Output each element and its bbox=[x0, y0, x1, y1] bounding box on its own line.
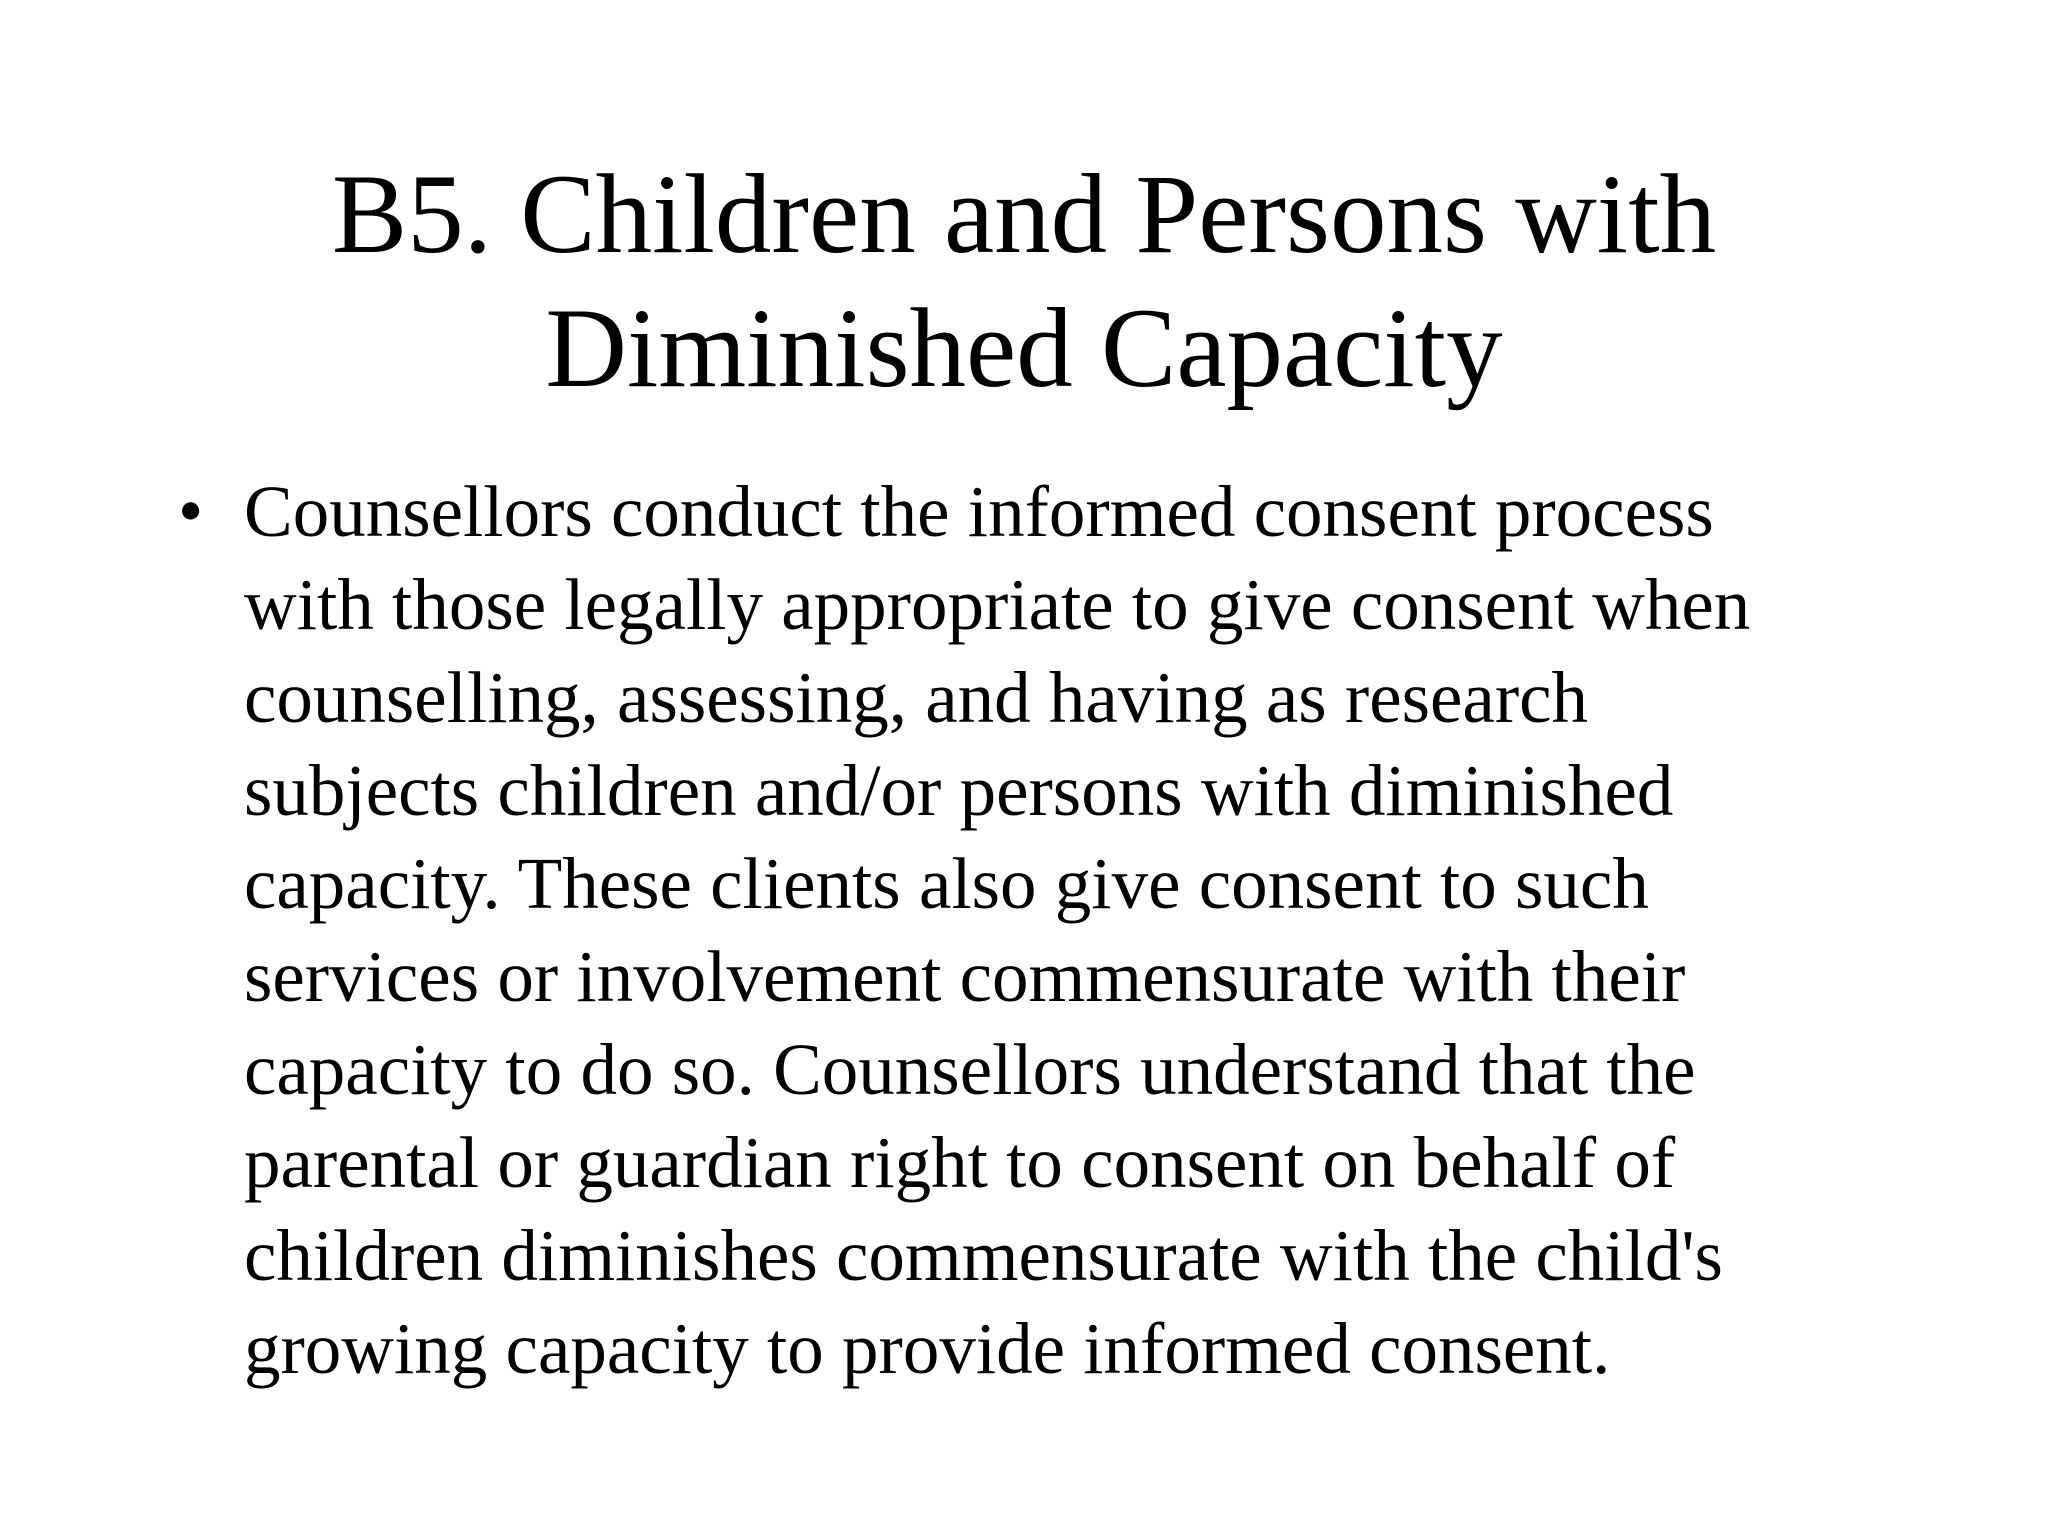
bullet-item bbox=[178, 465, 1878, 1395]
bullet-text-line: growing capacity to provide informed consent. bbox=[244, 1308, 1611, 1389]
bullet-text-line: Counsellors conduct the informed consent process bbox=[244, 471, 1714, 552]
bullet-text-line: parental or guardian right to consent on behalf of bbox=[244, 1122, 1676, 1203]
slide-title-line: B5. Children and Persons with bbox=[331, 152, 1717, 277]
bullet-list bbox=[178, 465, 1878, 1395]
bullet-text-line: capacity. These clients also give consent to such bbox=[244, 843, 1649, 924]
slide-title bbox=[0, 148, 2048, 416]
bullet-text-line: capacity to do so. Counsellors understand that the bbox=[244, 1029, 1696, 1110]
bullet-text-line: children diminishes commensurate with the child's bbox=[244, 1215, 1723, 1296]
bullet-text-line: subjects children and/or persons with diminished bbox=[244, 750, 1674, 831]
bullet-text-line: counselling, assessing, and having as research bbox=[244, 657, 1589, 738]
bullet-text-line: services or involvement commensurate with their bbox=[244, 936, 1686, 1017]
bullet-marker: • bbox=[178, 471, 204, 551]
slide-title-line: Diminished Capacity bbox=[545, 286, 1503, 411]
bullet-text-line: with those legally appropriate to give consent when bbox=[244, 564, 1751, 645]
